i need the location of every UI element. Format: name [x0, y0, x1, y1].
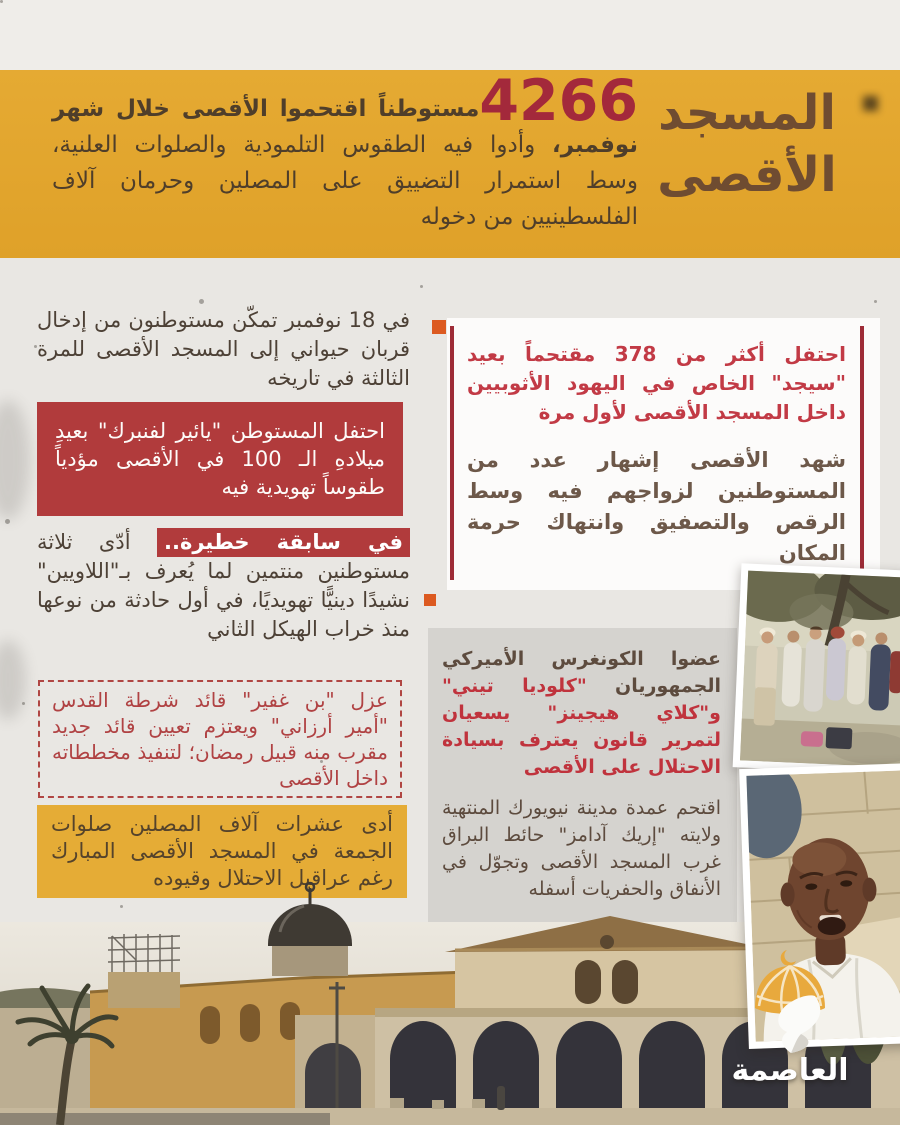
congress-text [442, 646, 721, 781]
stat-panel [447, 318, 880, 590]
headline-number: 4266 [479, 68, 638, 134]
page-title-line2: الأقصى [657, 147, 837, 203]
orange-square-marker [432, 320, 446, 334]
paper-smudge [0, 640, 26, 720]
orange-square-marker [424, 594, 436, 606]
page-title-line1: المسجد [658, 85, 836, 141]
news-item-friday-prayers-yellowbox: أدى عشرات آلاف المصلين صلوات الجمعة في المسجد الأقصى المبارك رغم عراقيل الاحتلال وقيوده [37, 805, 407, 898]
headline-bold: مستوطناً اقتحموا الأقصى خلال [104, 96, 480, 122]
news-item-levites [37, 528, 410, 644]
congress-names-red: "كلوديا تيني" و"كلاي هيجينز" يسعيان لتمرير قانون يعترف بسيادة الاحتلال على الأقصى [442, 675, 721, 778]
headline [52, 68, 638, 235]
mayor-adams-text: اقتحم عمدة مدينة نيويورك المنتهية ولايته "إريك آدامز" حائط البراق غرب المسجد الأقصى وتجوّل في الأنفاق والحفريات أسفله [442, 797, 721, 900]
congress-intro: عضوا الكونغرس الأميركي الجمهوريان [442, 648, 721, 697]
channel-wordmark: العاصمة [731, 1053, 849, 1088]
headline-month-bold: شهر نوفمبر، [52, 96, 638, 158]
crowd-photo-illustration [740, 571, 900, 768]
red-rule-right [860, 326, 864, 580]
stat-sigd-text: احتفل أكثر من 378 مقتحماً بعيد "سيجد" الخاص في اليهود الأثوبيين داخل المسجد الأقصى لأول مرة [467, 342, 847, 424]
news-item-birthday-redbox: احتفل المستوطن "يائير لفنبرك" بعيدِ ميلادهِ الـ 100 في الأقصى مؤدياً طقوساً تهويدية فيه [37, 402, 403, 516]
dome-crescent-logo-icon [715, 948, 865, 1053]
channel-logo [715, 948, 865, 1088]
paper-smudge [0, 400, 30, 520]
paper-top-strip [0, 0, 900, 70]
news-item-animal-sacrifice: في 18 نوفمبر تمكّن مستوطنون من إدخال قربان حيواني إلى المسجد الأقصى للمرة الثالثة في تاريخه [37, 308, 411, 390]
paper-speckle-texture [0, 0, 3, 3]
news-item-bengvir-dashedbox: عزل "بن غفير" قائد شرطة القدس "أمير أرزاني" ويعتزم تعيين قائد جديد مقرب منه قبيل رمضان؛ لتنفيذ مخططاته داخل الأقصى [38, 680, 402, 798]
stat-weddings-text: شهد الأقصى إشهار عدد من المستوطنين لزواجهم فيه وسط الرقص والتصفيق وانتهاك حرمة المكان [467, 448, 846, 565]
red-rule-left [450, 326, 454, 580]
alert-body: أدّى ثلاثة مستوطنين منتمين لما يُعرف بـ"اللاويين" نشيدًا دينيًّا تهويديًا، في أول حادثة من نوعها منذ خراب الهيكل الثاني [37, 530, 410, 641]
headline-rest: وأدوا فيه الطقوس التلمودية والصلوات العلنية، وسط استمرار التضييق على المصلين وحرمان آلاف الفلسطينيين من دخوله [52, 132, 638, 230]
header-banner [0, 70, 900, 258]
photo-settlers-ceremony [733, 563, 900, 774]
page-title [622, 82, 872, 206]
alert-highlight-label: في سابقة خطيرة.. [157, 528, 410, 557]
